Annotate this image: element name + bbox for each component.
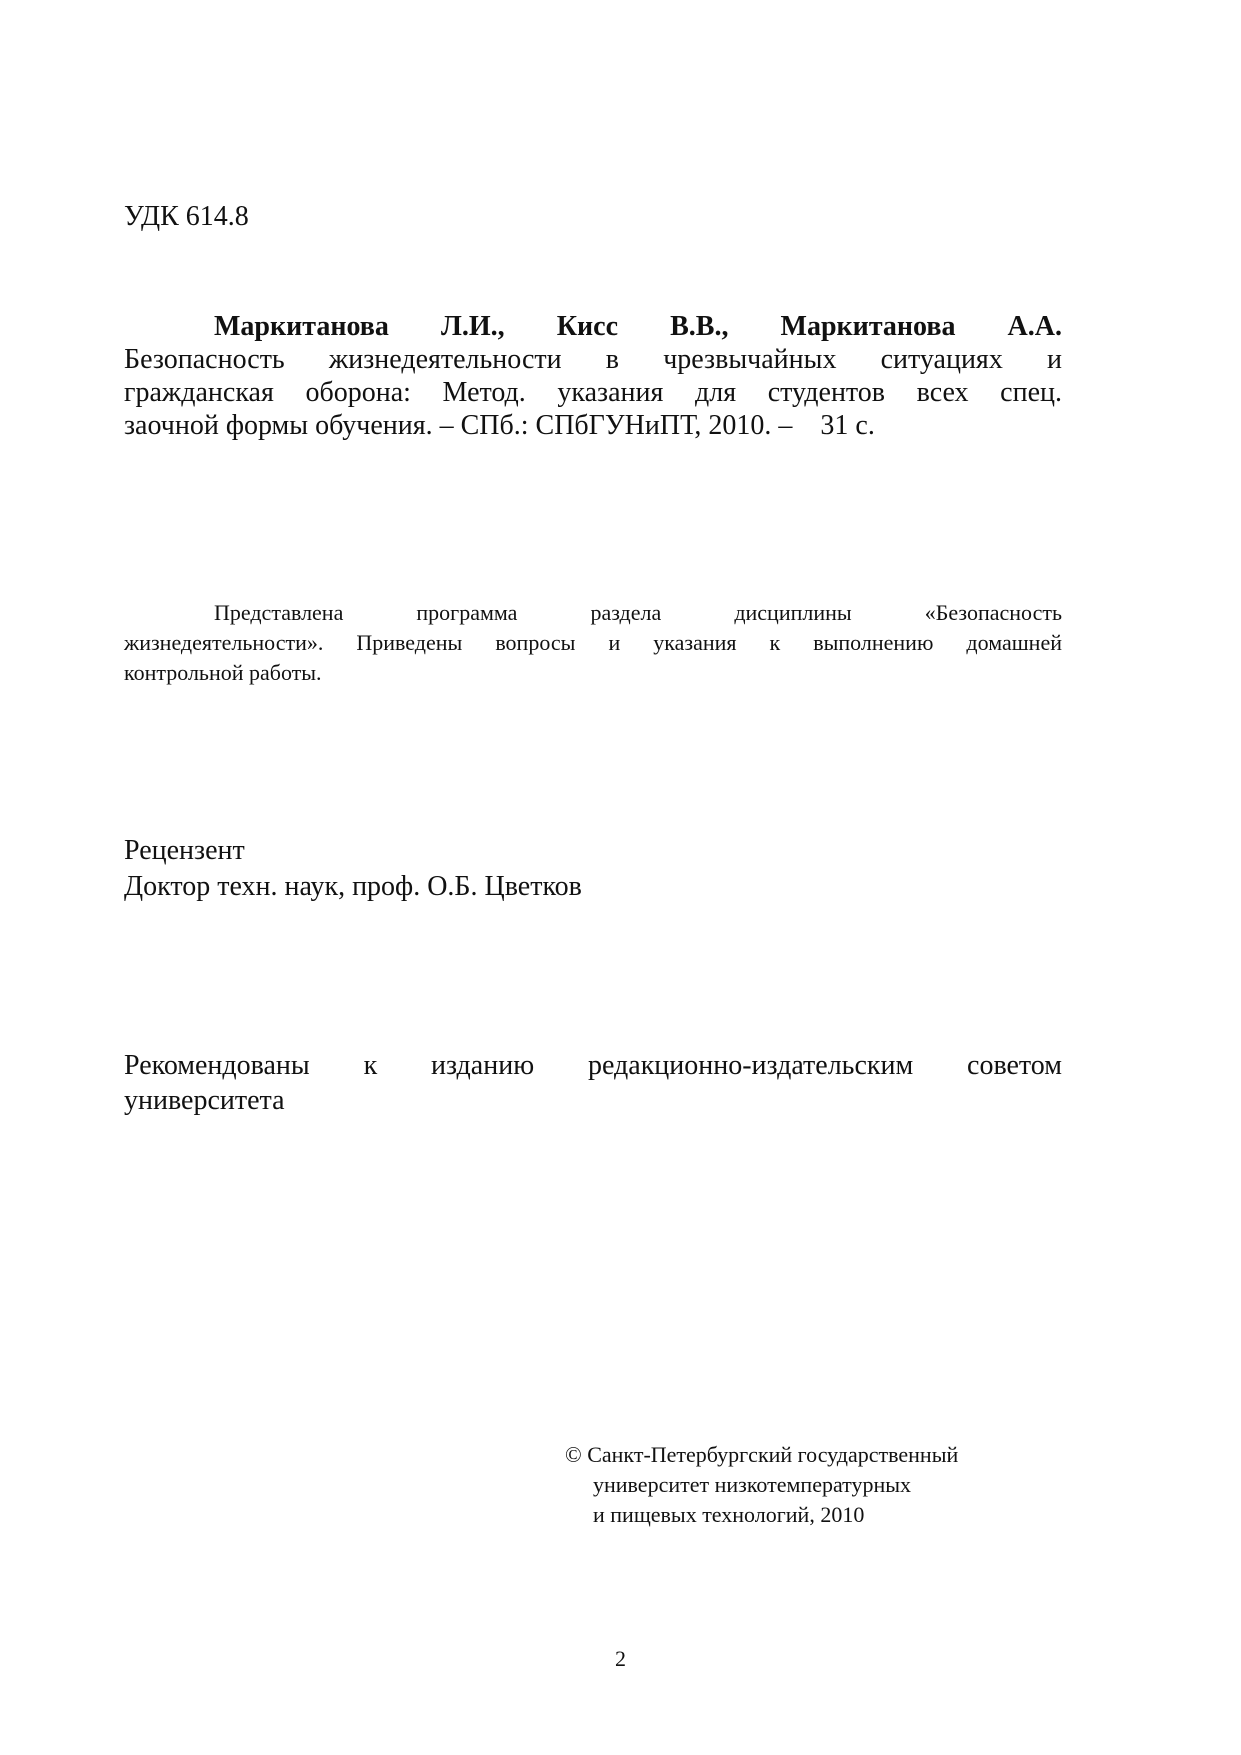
bibliographic-description xyxy=(124,310,1062,442)
copyright-line-1: © Санкт-Петербургский государственный xyxy=(565,1442,959,1467)
page-number: 2 xyxy=(615,1646,626,1671)
title-line-1: Безопасность жизнедеятельности в чрезвычайных ситуациях и xyxy=(124,344,1062,375)
copyright-notice xyxy=(565,1440,1065,1530)
annotation xyxy=(124,598,1062,688)
title-line-2: гражданская оборона: Метод. указания для студентов всех спец. xyxy=(124,377,1062,408)
annotation-line-1: Представлена программа раздела дисциплины «Безопасность xyxy=(214,600,1062,625)
udk-code: УДК 614.8 xyxy=(124,201,249,232)
copyright-line-3: и пищевых технологий, 2010 xyxy=(593,1502,865,1527)
recommendation-line-1: Рекомендованы к изданию редакционно-издательским советом xyxy=(124,1050,1062,1081)
recommendation-line-2: университета xyxy=(124,1085,285,1116)
reviewer-section xyxy=(124,833,1062,905)
annotation-line-2: жизнедеятельности». Приведены вопросы и указания к выполнению домашней xyxy=(124,630,1062,655)
reviewer-heading: Рецензент xyxy=(124,835,245,866)
reviewer-name: Доктор техн. наук, проф. О.Б. Цветков xyxy=(124,871,582,902)
annotation-line-3: контрольной работы. xyxy=(124,660,322,685)
authors-line: Маркитанова Л.И., Кисс В.В., Маркитанова А.А. xyxy=(214,311,1062,342)
publication-line: заочной формы обучения. – СПб.: СПбГУНиПТ, 2010. – 31 с. xyxy=(124,410,875,441)
copyright-line-2: университет низкотемпературных xyxy=(593,1472,912,1497)
recommendation-section xyxy=(124,1048,1062,1118)
